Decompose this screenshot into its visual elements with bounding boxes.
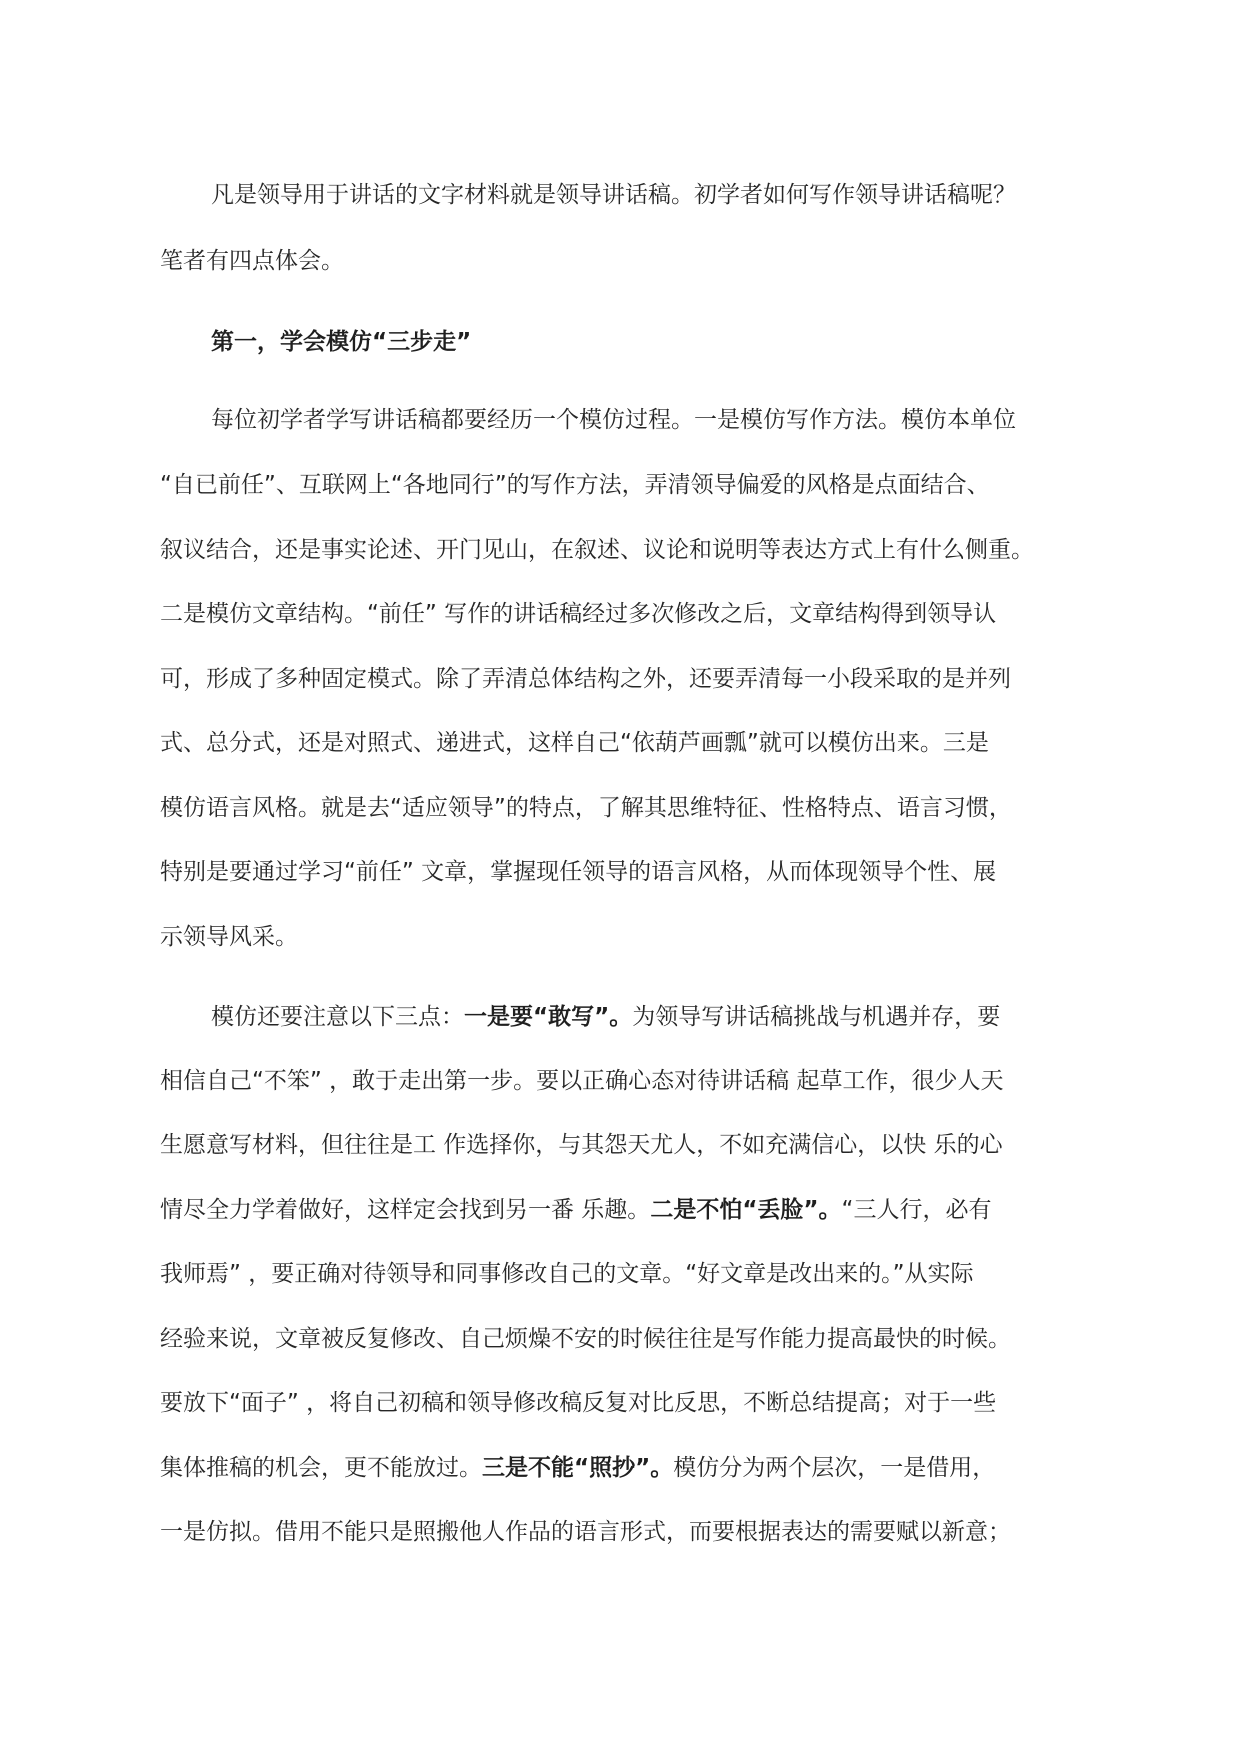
para1-line-7: 模仿语言风格。就是去“适应领导”的特点，了解其思维特征、性格特点、语言习惯， bbox=[160, 795, 1012, 821]
point-three-bold: 三是不能“照抄”。 bbox=[482, 1455, 674, 1481]
para2-line-1 bbox=[211, 1002, 1000, 1032]
para2-line-4 bbox=[160, 1195, 991, 1225]
para2-line-1-text-a: 模仿还要注意以下三点： bbox=[211, 1004, 464, 1030]
para1-line-5: 可，形成了多种固定模式。除了弄清总体结构之外，还要弄清每一小段采取的是并列 bbox=[160, 666, 1011, 692]
para2-line-7: 要放下“面子” ，将自己初稿和领导修改稿反复对比反思，不断总结提高；对于一些 bbox=[160, 1390, 997, 1416]
para2-line-8-text-a: 集体推稿的机会，更不能放过。 bbox=[160, 1455, 482, 1481]
para1-line-1: 每位初学者学写讲话稿都要经历一个模仿过程。一是模仿写作方法。模仿本单位 bbox=[211, 407, 1016, 433]
para1-line-3: 叙议结合，还是事实论述、开门见山，在叙述、议论和说明等表达方式上有什么侧重。 bbox=[160, 537, 1034, 563]
para2-line-8-text-c: 模仿分为两个层次，一是借用， bbox=[673, 1455, 996, 1481]
point-two-bold: 二是不怕“丢脸”。 bbox=[650, 1197, 842, 1223]
para2-line-2: 相信自己“不笨” ，敢于走出第一步。要以正确心态对待讲话稿 起草工作，很少人天 bbox=[160, 1068, 1004, 1094]
point-one-bold: 一是要“敢写”。 bbox=[464, 1004, 633, 1030]
para2-line-4-text-c: “三人行，必有 bbox=[841, 1197, 992, 1223]
para2-line-9: 一是仿拟。借用不能只是照搬他人作品的语言形式，而要根据表达的需要赋以新意； bbox=[160, 1519, 1011, 1545]
para1-line-8: 特别是要通过学习“前任” 文章，掌握现任领导的语言风格，从而体现领导个性、展 bbox=[160, 859, 997, 885]
para1-line-9: 示领导风采。 bbox=[160, 924, 298, 950]
para1-line-6: 式、总分式，还是对照式、递进式，这样自己“依葫芦画瓢”就可以模仿出来。三是 bbox=[160, 730, 989, 756]
para2-line-1-text-c: 为领导写讲话稿挑战与机遇并存，要 bbox=[632, 1004, 1001, 1030]
para1-line-2: “自已前任”、互联网上“各地同行”的写作方法，弄清领导偏爱的风格是点面结合、 bbox=[160, 472, 990, 498]
intro-line-2: 笔者有四点体会。 bbox=[160, 248, 344, 274]
para2-line-5: 我师焉” ，要正确对待领导和同事修改自己的文章。“好文章是改出来的。”从实际 bbox=[160, 1261, 974, 1287]
intro-line-1: 凡是领导用于讲话的文字材料就是领导讲话稿。初学者如何写作领导讲话稿呢？ bbox=[211, 182, 1016, 208]
para2-line-8 bbox=[160, 1453, 995, 1483]
para2-line-3: 生愿意写材料，但往往是工 作选择你，与其怨天尤人，不如充满信心，以快 乐的心 bbox=[160, 1132, 1003, 1158]
section-heading: 第一，学会模仿“三步走” bbox=[211, 329, 472, 355]
para1-line-4: 二是模仿文章结构。“前任” 写作的讲话稿经过多次修改之后，文章结构得到领导认 bbox=[160, 601, 997, 627]
para2-line-6: 经验来说，文章被反复修改、自己烦燥不安的时候往往是写作能力提高最快的时候。 bbox=[160, 1326, 1011, 1352]
para2-line-4-text-a: 情尽全力学着做好，这样定会找到另一番 乐趣。 bbox=[160, 1197, 651, 1223]
